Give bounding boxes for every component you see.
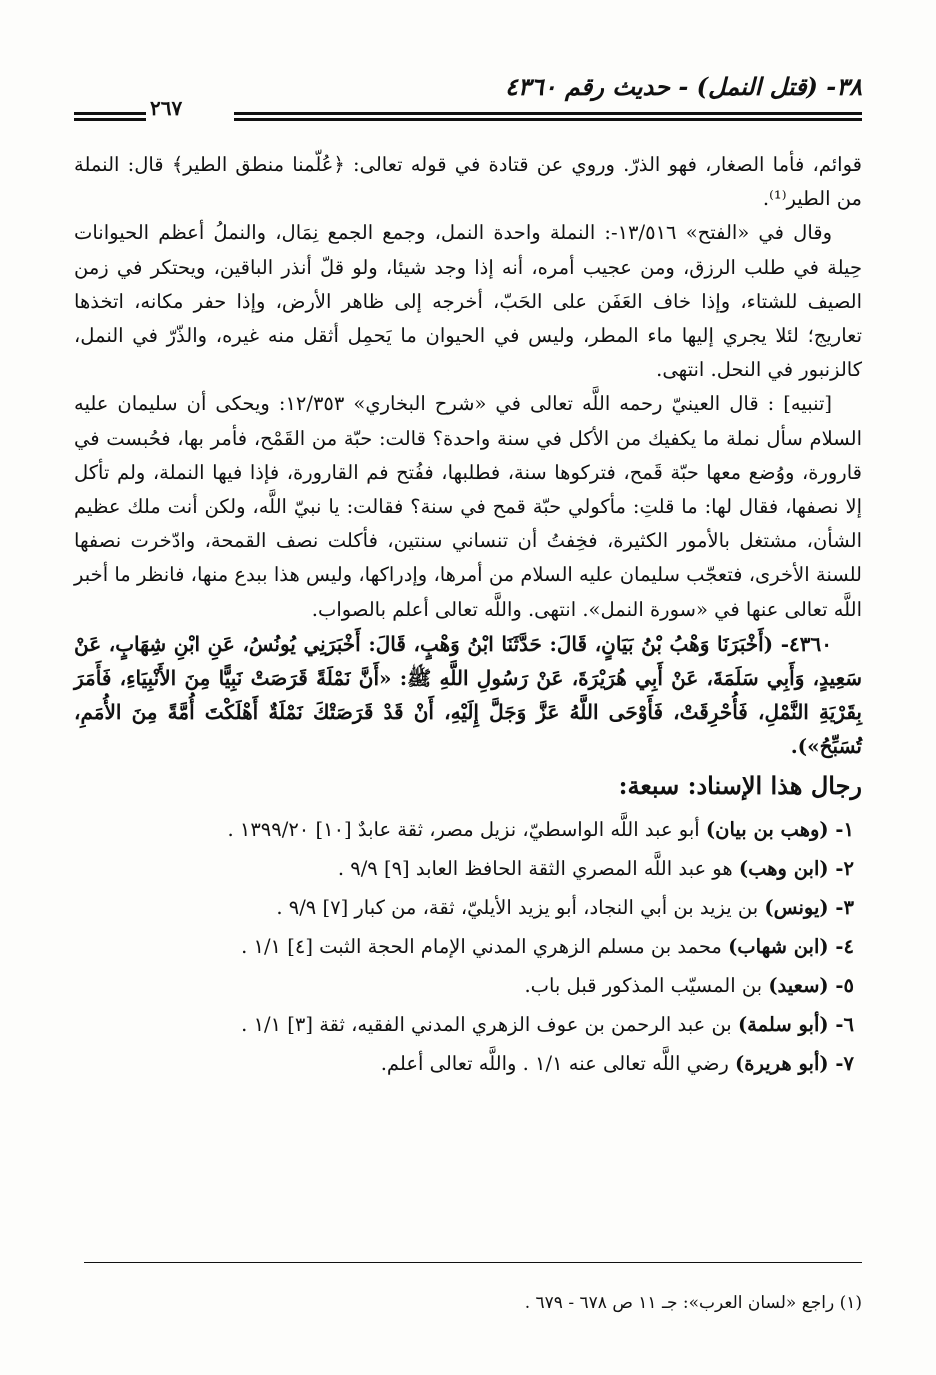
section-heading: رجال هذا الإسناد: سبعة: — [618, 770, 862, 800]
narrator-detail: هو عبد اللَّه المصري الثقة الحافظ العابد [٩] ٩/٩ . — [337, 856, 739, 880]
footnote-divider — [84, 1262, 862, 1263]
paragraph: وقال في «الفتح» ١٣/٥١٦-: النملة واحدة النمل، وجمع الجمع نِمَال، والنملُ أعظم الحيوانات حِيلة في طلب الرزق، ومن عجيب أمره، أنه إذا وجد شيئا، ولو قلّ أنذر الباقين، ويحتكر في زمن الصيف للشتاء، وإذا خاف العَفَن على الحَبّ، أخرجه إلى ظاهر الأرض، وإذا حفر مكانه، اتخذها تعاريج؛ لئلا يجري إليها ماء المطر، وليس في الحيوان ما يَحمِل أثقل منه غيره، والذّرّ في النمل، كالزنبور في النحل. انتهى. — [74, 221, 862, 382]
narrator-detail: محمد بن مسلم الزهري المدني الإمام الحجة الثبت [٤] ١/١ . — [241, 934, 729, 958]
list-item — [74, 1005, 854, 1044]
paragraph: قوائم، فأما الصغار، فهو الذرّ. وروي عن قتادة في قوله تعالى: ﴿عُلّمنا منطق الطير﴾ قال: النملة من الطير⁽¹⁾. — [74, 153, 863, 211]
narrator-name: ٤- (ابن شهاب) — [728, 934, 854, 958]
footnote: (١) راجع «لسان العرب»: جـ ١١ ص ٦٧٨ - ٦٧٩ . — [524, 1293, 862, 1313]
running-title: ٣٨- (قتل النمل) - حديث رقم ٤٣٦٠ — [505, 72, 862, 101]
header-rule — [234, 118, 862, 121]
header-rule — [74, 118, 146, 121]
narrator-name: ٦- (أبو سلمة) — [737, 1012, 854, 1036]
narrator-detail: أبو عبد اللَّه الواسطيّ، نزيل مصر، ثقة عابدٌ [١٠] ١٣٩٩/٢٠ . — [227, 817, 706, 841]
page-header — [74, 66, 862, 126]
narrator-detail: بن المسيّب المذكور قبل باب. — [524, 973, 769, 997]
hadith-text: ٤٣٦٠- (أَخْبَرَنَا وَهْبُ بْنُ بَيَانٍ، قَالَ: حَدَّثَنَا ابْنُ وَهْبٍ، قَالَ: أَخْبَرَنِي يُونُسُ، عَنِ ابْنِ شِهَابٍ، عَنْ سَعِيدٍ، وَأَبِي سَلَمَةَ، عَنْ أَبِي هُرَيْرَةَ، عَنْ رَسُولِ اللَّهِ ﷺ: «أَنَّ نَمْلَةً قَرَصَتْ نَبِيًّا مِنَ الأَنْبِيَاءِ، فَأَمَرَ بِقَرْيَةِ النَّمْلِ، فَأُحْرِقَتْ، فَأَوْحَى اللَّهُ عَزَّ وَجَلَّ إِلَيْهِ، أَنْ قَدْ قَرَصَتْكَ نَمْلَةٌ أَهْلَكْتَ أُمَّةً مِنَ الأُمَمِ، تُسَبِّحُ»). — [74, 631, 862, 759]
list-item — [74, 849, 854, 888]
list-item — [74, 810, 854, 849]
main-text — [74, 148, 862, 1083]
narrator-name: ١- (وهب بن بيان) — [705, 817, 854, 841]
narrator-name: ٥- (سعيد) — [768, 973, 854, 997]
page-number: ٢٦٧ — [150, 96, 183, 120]
header-rule — [234, 112, 862, 115]
narrator-detail: بن يزيد بن أبي النجاد، أبو يزيد الأيليّ، ثقة، من كبار [٧] ٩/٩ . — [276, 895, 765, 919]
list-item — [74, 966, 854, 1005]
list-item — [74, 1044, 854, 1083]
narrator-detail: رضي اللَّه تعالى عنه ١/١ . واللَّه تعالى أعلم. — [380, 1051, 736, 1075]
narrator-name: ٣- (يونس) — [764, 895, 854, 919]
list-item — [74, 888, 854, 927]
narrator-name: ٧- (أبو هريرة) — [735, 1051, 854, 1075]
narrator-detail: بن عبد الرحمن بن عوف الزهري المدني الفقيه، ثقة [٣] ١/١ . — [241, 1012, 738, 1036]
header-rule — [74, 112, 146, 115]
paragraph: [تنبيه] : قال العينيّ رحمه اللَّه تعالى في «شرح البخاري» ١٢/٣٥٣: ويحكى أن سليمان عليه السلام سأل نملة ما يكفيك من الأكل في سنة واحدة؟ قالت: حبّة من القَمْح، فأمر بها، فحُبست في قارورة، ووُضع معها حبّة قَمح، فتركوها سنة، فطلبها، ففُتح فم القارورة، فإذا فيها النملة، ولم تأكل إلا نصفها، فقال لها: ما قلتِ: مأكولي حبّة قمح في سنة؟ فقالت: يا نبيّ اللَّه، ولكن أنت ملك عظيم الشأن، مشتغل بالأمور الكثيرة، فخِفتُ أن تنساني سنتين، فأكلت نصف القمحة، وادّخرت نصفها للسنة الأخرى، فتعجّب سليمان عليه السلام من أمرها، وإدراكها، وليس هذا ببدع منها، فانظر ما أخبر اللَّه تعالى عنها في «سورة النمل». انتهى. واللَّه تعالى أعلم بالصواب. — [74, 392, 862, 621]
list-item — [74, 927, 854, 966]
narrator-name: ٢- (ابن وهب) — [738, 856, 854, 880]
narrator-list — [74, 810, 862, 1083]
